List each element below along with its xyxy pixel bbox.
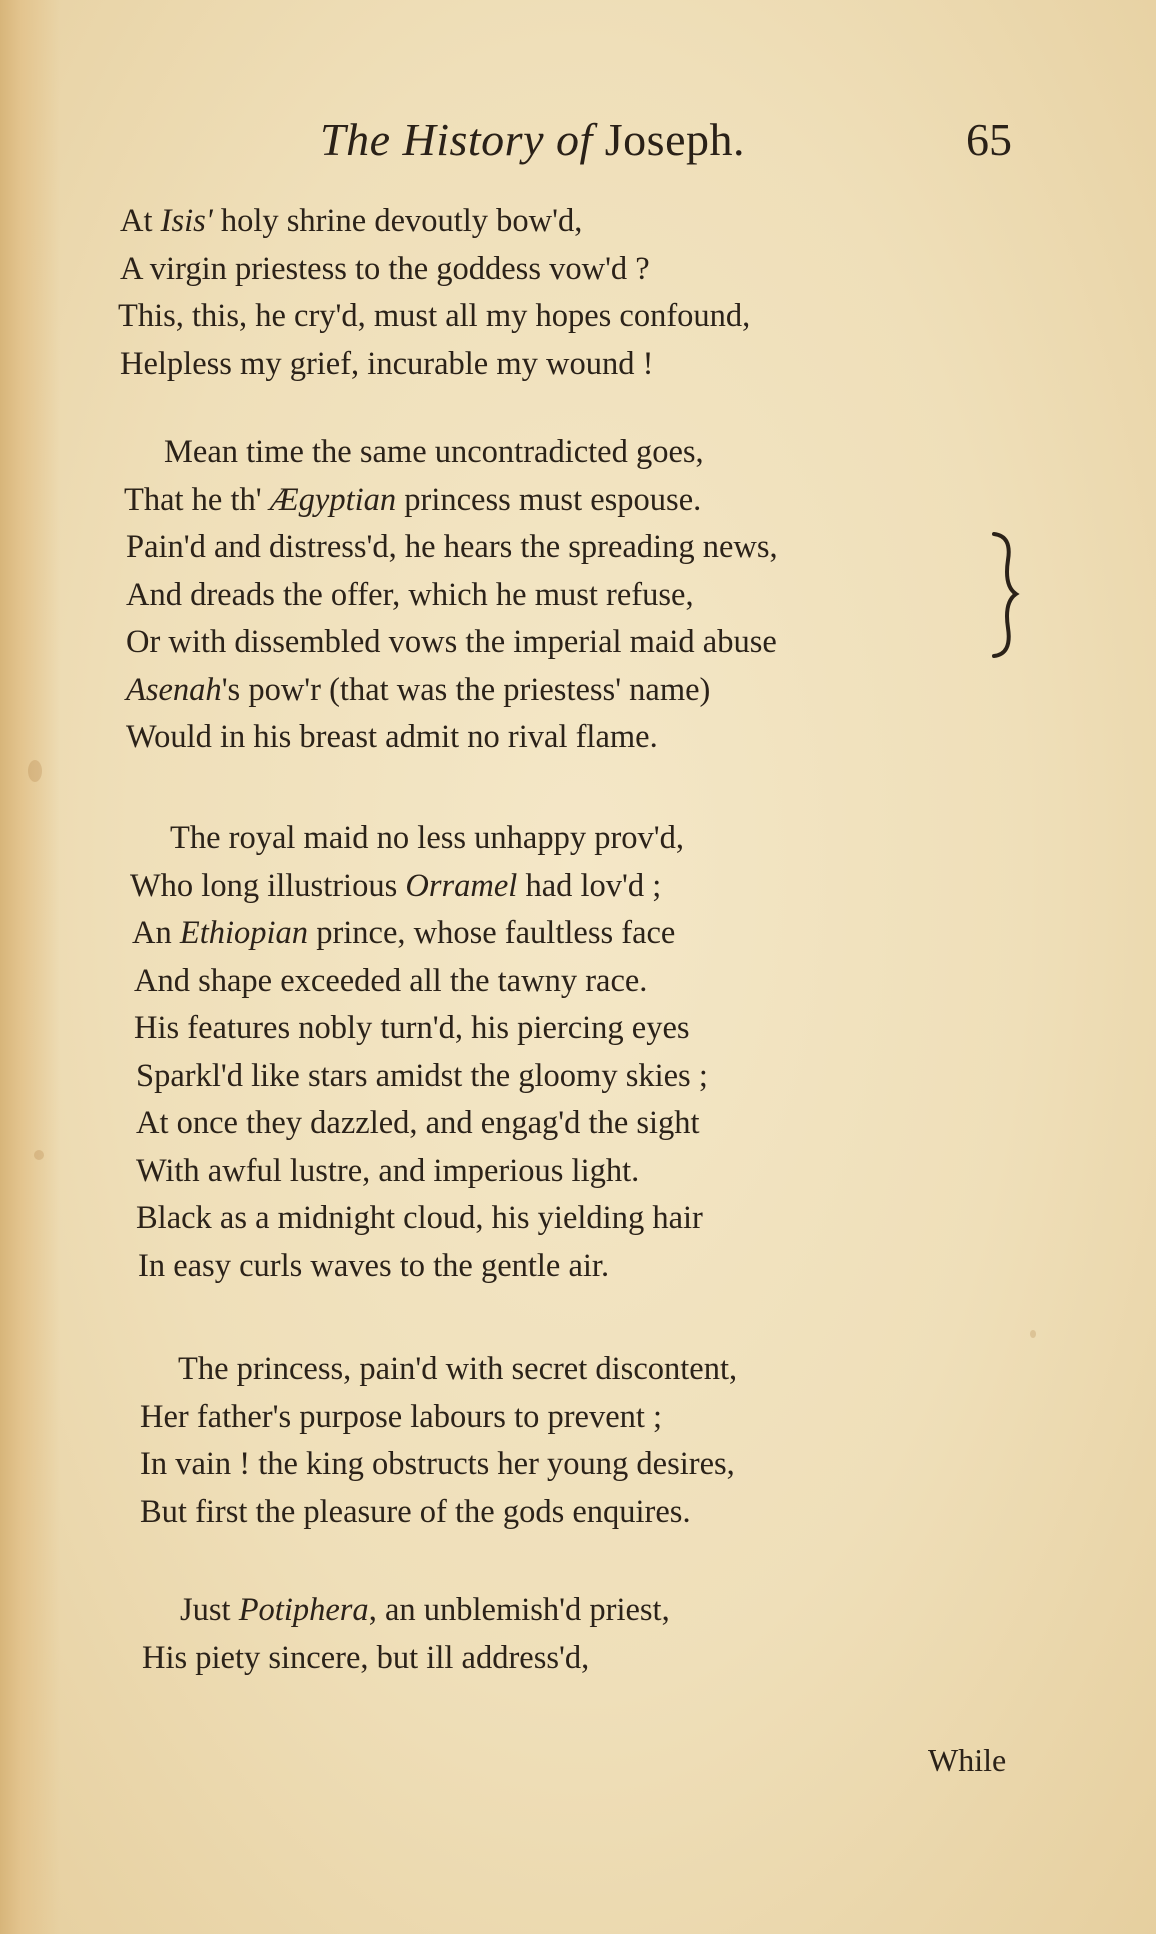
verse-line: And dreads the offer, which he must refuse, <box>126 576 694 613</box>
verse-line: And shape exceeded all the tawny race. <box>134 962 648 999</box>
verse-line: The princess, pain'd with secret discontent, <box>178 1351 738 1387</box>
verse-line: His piety sincere, but ill address'd, <box>142 1639 590 1676</box>
verse-line: His features nobly turn'd, his piercing eyes <box>134 1010 690 1046</box>
running-head-history: History <box>402 114 544 165</box>
verse-line: Pain'd and distress'd, he hears the spreading news, <box>126 529 778 565</box>
stanza-5 <box>0 1587 1000 1682</box>
triplet-brace <box>990 530 1020 660</box>
verse-line: Who long illustrious Orramel had lov'd ; <box>130 867 662 904</box>
running-head-of: of <box>556 114 593 165</box>
verse-line: With awful lustre, and imperious light. <box>136 1152 640 1189</box>
verse-line: But first the pleasure of the gods enquires. <box>140 1493 691 1530</box>
verse-line: Or with dissembled vows the imperial maid abuse <box>126 624 777 660</box>
verse-line: Would in his breast admit no rival flame. <box>126 719 658 755</box>
verse-line: At once they dazzled, and engag'd the sight <box>136 1105 700 1141</box>
page-number: 65 <box>966 114 1012 165</box>
running-head <box>320 113 745 166</box>
verse-line: A virgin priestess to the goddess vow'd ? <box>120 250 650 287</box>
verse-line: The royal maid no less unhappy prov'd, <box>170 820 685 856</box>
verse-line: This, this, he cry'd, must all my hopes confound, <box>118 298 751 334</box>
foxing-spot <box>28 760 42 782</box>
verse-line: Her father's purpose labours to prevent ; <box>140 1398 663 1435</box>
verse-line: Just Potiphera, an unblemish'd priest, <box>180 1592 670 1628</box>
verse-line: Black as a midnight cloud, his yielding hair <box>136 1200 703 1236</box>
verse-line: An Ethiopian prince, whose faultless face <box>132 915 676 951</box>
verse-line: Mean time the same uncontradicted goes, <box>164 434 704 470</box>
verse-line: Sparkl'd like stars amidst the gloomy skies ; <box>136 1057 708 1094</box>
stanza-3 <box>0 815 1000 1290</box>
stanza-4 <box>0 1346 1000 1536</box>
verse-line: That he th' Ægyptian princess must espouse. <box>124 481 702 518</box>
page-header <box>0 113 1156 173</box>
verse-line: In easy curls waves to the gentle air. <box>138 1247 610 1284</box>
verse-line: In vain ! the king obstructs her young desires, <box>140 1446 735 1482</box>
verse-line: At Isis' holy shrine devoutly bow'd, <box>120 203 583 239</box>
foxing-spot <box>1030 1330 1036 1338</box>
verse-line: Helpless my grief, incurable my wound ! <box>120 345 654 382</box>
verse-line: Asenah's pow'r (that was the priestess' name) <box>126 671 711 708</box>
stanza-1 <box>0 198 1000 388</box>
catchword: While <box>928 1742 1007 1778</box>
running-head-the: The <box>320 114 391 165</box>
running-head-joseph: Joseph. <box>604 114 746 165</box>
stanza-2 <box>0 429 1000 762</box>
